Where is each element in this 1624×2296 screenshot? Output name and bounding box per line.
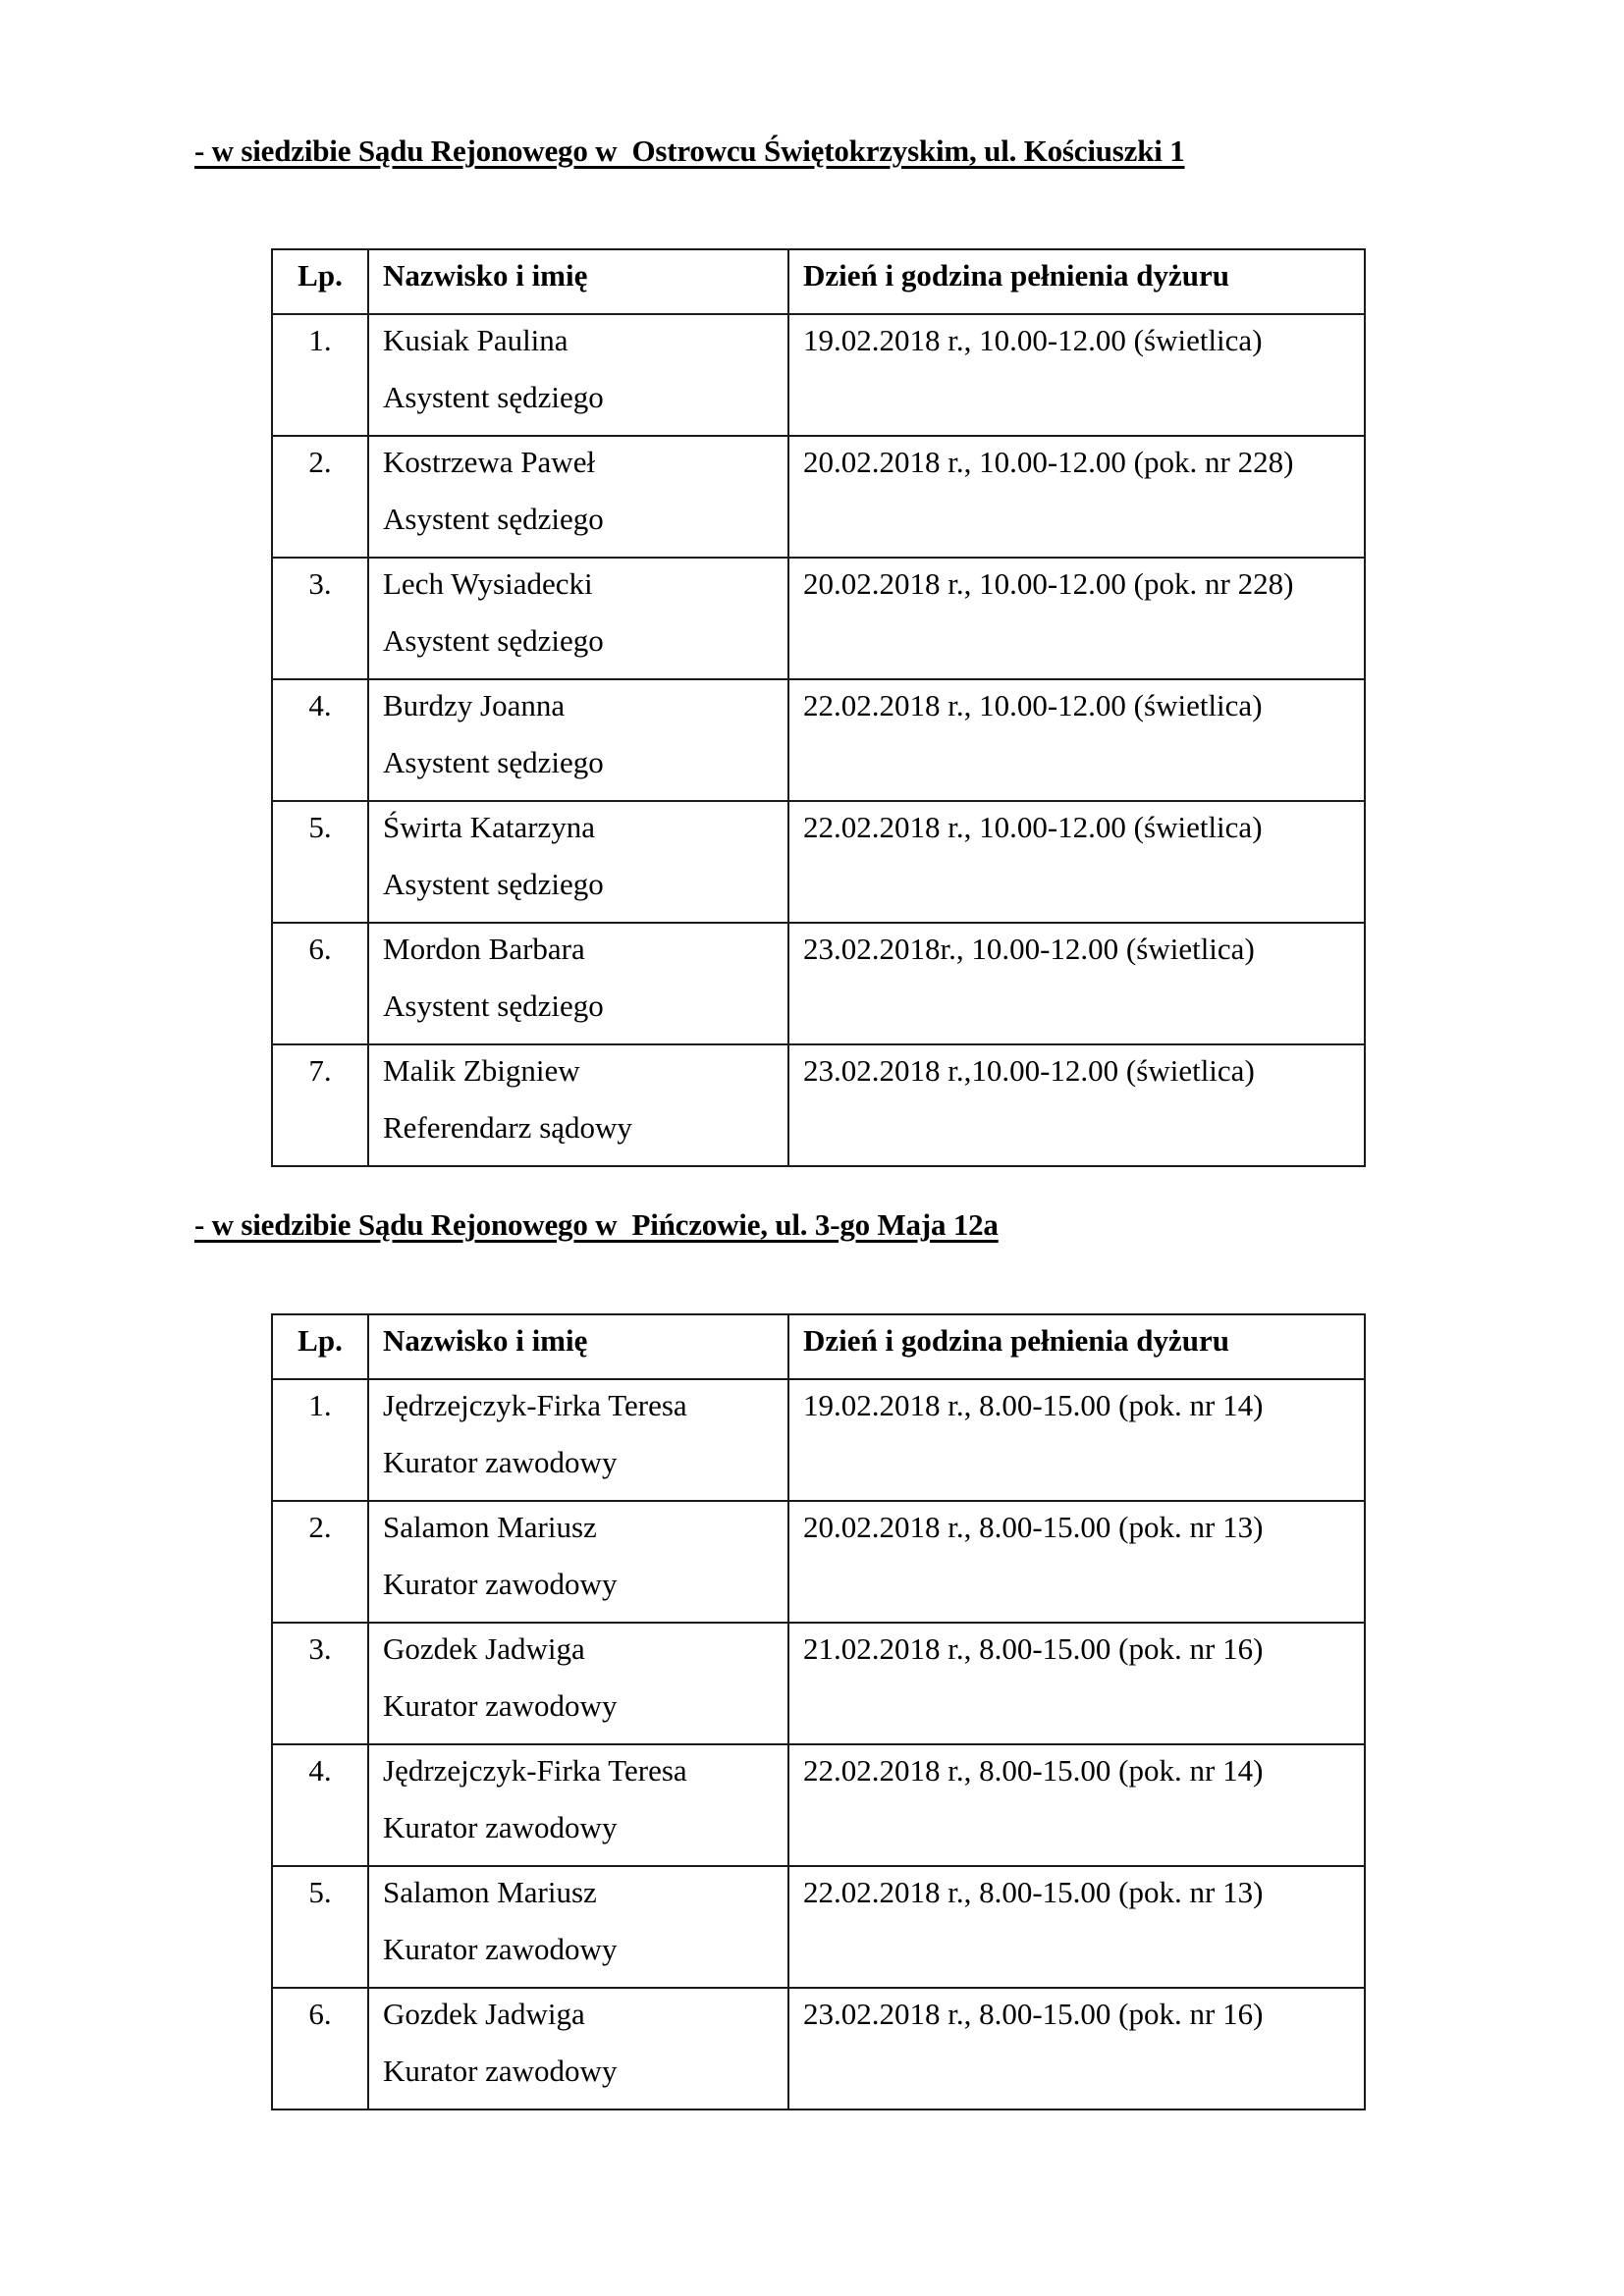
person-cell [368,1623,788,1744]
person-role: Kurator zawodowy [383,1810,618,1844]
table-row [272,1866,1365,1988]
column-header-name: Nazwisko i imię [368,249,788,314]
person-role: Asystent sędziego [383,380,604,414]
table-row [272,314,1365,436]
person-cell [368,558,788,679]
person-name: Gozdek Jadwiga [383,1997,585,2031]
duty-time: 23.02.2018 r.,10.00-12.00 (świetlica) [788,1044,1365,1166]
duty-time: 22.02.2018 r., 8.00-15.00 (pok. nr 13) [788,1866,1365,1988]
table-row [272,436,1365,558]
person-role: Referendarz sądowy [383,1110,632,1145]
duty-time: 22.02.2018 r., 10.00-12.00 (świetlica) [788,679,1365,801]
row-number: 5. [272,1866,368,1988]
person-name: Jędrzejczyk-Firka Teresa [383,1388,687,1422]
row-number: 7. [272,1044,368,1166]
person-cell [368,1988,788,2109]
duty-table-pinczow [271,1313,1366,2110]
column-header-name: Nazwisko i imię [368,1314,788,1379]
table-row [272,1744,1365,1866]
person-cell [368,1501,788,1623]
person-cell [368,679,788,801]
table-row [272,801,1365,923]
column-header-lp: Lp. [272,249,368,314]
person-name: Salamon Mariusz [383,1875,597,1909]
duty-time: 19.02.2018 r., 10.00-12.00 (świetlica) [788,314,1365,436]
table-row [272,1623,1365,1744]
row-number: 4. [272,679,368,801]
person-name: Kostrzewa Paweł [383,445,596,479]
person-name: Świrta Katarzyna [383,810,596,844]
column-header-lp: Lp. [272,1314,368,1379]
person-cell [368,801,788,923]
person-cell [368,314,788,436]
duty-time: 23.02.2018r., 10.00-12.00 (świetlica) [788,923,1365,1044]
person-role: Asystent sędziego [383,988,604,1023]
person-role: Asystent sędziego [383,623,604,658]
duty-time: 20.02.2018 r., 8.00-15.00 (pok. nr 13) [788,1501,1365,1623]
person-name: Gozdek Jadwiga [383,1631,585,1666]
person-role: Kurator zawodowy [383,1688,618,1723]
column-header-duty-time: Dzień i godzina pełnienia dyżuru [788,1314,1365,1379]
row-number: 6. [272,1988,368,2109]
table-row [272,679,1365,801]
person-name: Mordon Barbara [383,932,585,966]
duty-time: 23.02.2018 r., 8.00-15.00 (pok. nr 16) [788,1988,1365,2109]
person-role: Kurator zawodowy [383,2054,618,2088]
person-role: Asystent sędziego [383,867,604,901]
table-row [272,1044,1365,1166]
person-cell [368,1379,788,1501]
duty-time: 22.02.2018 r., 10.00-12.00 (świetlica) [788,801,1365,923]
table-row [272,923,1365,1044]
row-number: 3. [272,558,368,679]
row-number: 3. [272,1623,368,1744]
person-cell [368,436,788,558]
person-role: Asystent sędziego [383,745,604,779]
section-heading-ostrowiec: - w siedzibie Sądu Rejonowego w Ostrowcu Świętokrzyskim, ul. Kościuszki 1 [194,133,1185,168]
table-header-row [272,249,1365,314]
row-number: 6. [272,923,368,1044]
person-name: Kusiak Paulina [383,323,568,357]
person-role: Kurator zawodowy [383,1567,618,1601]
person-cell [368,1744,788,1866]
person-cell [368,923,788,1044]
duty-time: 20.02.2018 r., 10.00-12.00 (pok. nr 228) [788,436,1365,558]
person-role: Kurator zawodowy [383,1445,618,1479]
table-row [272,1988,1365,2109]
person-role: Asystent sędziego [383,502,604,536]
person-role: Kurator zawodowy [383,1932,618,1966]
section-heading-pinczow: - w siedzibie Sądu Rejonowego w Pińczowie, ul. 3-go Maja 12a [194,1207,999,1242]
column-header-duty-time: Dzień i godzina pełnienia dyżuru [788,249,1365,314]
duty-time: 19.02.2018 r., 8.00-15.00 (pok. nr 14) [788,1379,1365,1501]
person-name: Jędrzejczyk-Firka Teresa [383,1753,687,1788]
person-name: Salamon Mariusz [383,1510,597,1544]
table-row [272,1379,1365,1501]
duty-time: 22.02.2018 r., 8.00-15.00 (pok. nr 14) [788,1744,1365,1866]
person-cell [368,1044,788,1166]
person-name: Malik Zbigniew [383,1053,580,1088]
person-name: Burdzy Joanna [383,688,566,722]
row-number: 1. [272,1379,368,1501]
row-number: 5. [272,801,368,923]
row-number: 2. [272,436,368,558]
person-cell [368,1866,788,1988]
duty-time: 21.02.2018 r., 8.00-15.00 (pok. nr 16) [788,1623,1365,1744]
table-row [272,1501,1365,1623]
row-number: 4. [272,1744,368,1866]
person-name: Lech Wysiadecki [383,566,593,601]
duty-table-ostrowiec [271,248,1366,1167]
row-number: 1. [272,314,368,436]
table-row [272,558,1365,679]
table-header-row [272,1314,1365,1379]
duty-time: 20.02.2018 r., 10.00-12.00 (pok. nr 228) [788,558,1365,679]
row-number: 2. [272,1501,368,1623]
